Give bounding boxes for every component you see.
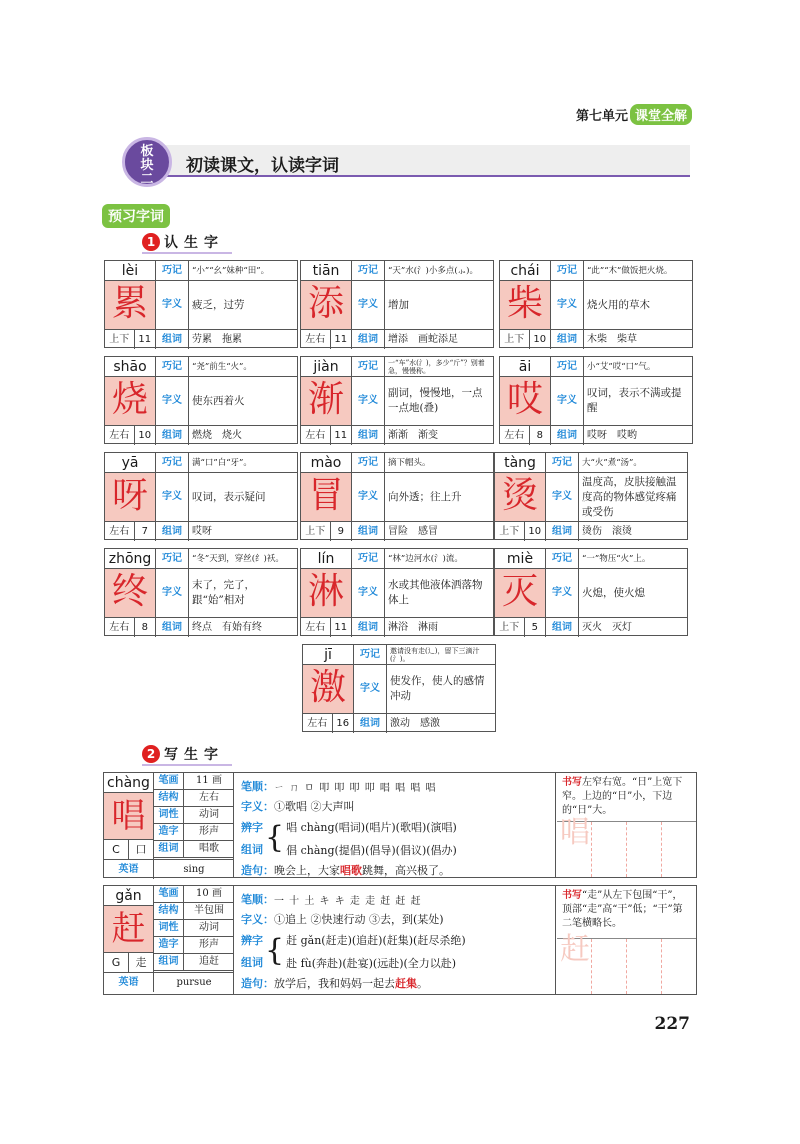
attr-row: [154, 903, 234, 920]
meaning-text: 疲乏，过劳: [192, 298, 245, 311]
tip-label: 巧记: [546, 453, 579, 473]
char-card: [494, 548, 688, 636]
stroke-count: 9: [337, 526, 344, 537]
practice-cell[interactable]: [627, 822, 662, 877]
pinyin: āi: [500, 357, 551, 377]
shuxie-label: 书写: [562, 890, 582, 901]
bian-label-2: 组词: [241, 843, 263, 856]
tip-text: “天”水(氵)小多点(⺗)。: [385, 261, 493, 281]
meaning-text: ①追上 ②快速行动 ③去，到(某处): [274, 913, 444, 926]
practice-cell[interactable]: [557, 932, 592, 994]
words-label: 组词: [551, 329, 584, 349]
attr-value: 10 画: [196, 888, 222, 899]
structure: 上下: [495, 618, 525, 637]
char-card: [302, 644, 496, 732]
meaning-label: 字义: [546, 473, 579, 521]
attr-key: 结构: [154, 903, 184, 919]
brace-icon: {: [265, 820, 285, 855]
char-card: [494, 452, 688, 540]
pinyin: mào: [301, 453, 352, 473]
char-card: [104, 260, 298, 348]
words-text: 灭火 灭灯: [579, 617, 687, 637]
meaning-label: 字义: [352, 281, 385, 329]
character: 唱: [104, 793, 154, 839]
structure: 上下: [495, 522, 525, 541]
preview-tag: 预习字词: [102, 204, 170, 228]
attr-key: 词性: [154, 807, 184, 823]
tip-label: 巧记: [551, 357, 584, 377]
words-text: 增添 画蛇添足: [385, 329, 493, 349]
meaning-text: 水或其他液体洒落物体上: [388, 579, 483, 606]
pinyin: yā: [105, 453, 156, 473]
sentence-pre: 放学后，我和妈妈一起去: [274, 977, 395, 990]
structure-strokes: [495, 521, 546, 541]
practice-cell[interactable]: [662, 939, 696, 994]
meaning-label: 字义：: [241, 913, 274, 926]
stroke-count: 5: [531, 622, 538, 633]
practice-grid: [557, 815, 696, 877]
section-title: 初读课文，认读字词: [186, 156, 339, 176]
pinyin: jī: [303, 645, 354, 665]
english-row: [104, 972, 234, 992]
pinyin: chái: [500, 261, 551, 281]
stroke-count: 16: [336, 718, 350, 729]
character: 渐: [301, 377, 352, 425]
distinguish-block: [241, 929, 549, 973]
tip-text: 摘下帽头。: [385, 453, 493, 473]
attr-key: 笔画: [154, 886, 184, 902]
words-label: 组词: [354, 713, 387, 733]
meaning-text: 叹词，表示疑问: [192, 490, 266, 503]
meaning-text: 副词，慢慢地，一点一点地(叠): [388, 387, 483, 414]
char-details: [235, 773, 556, 877]
pinyin: gǎn: [104, 886, 154, 906]
words-text: 终点 有始有终: [189, 617, 297, 637]
structure: 左右: [500, 426, 530, 445]
words-text: 燃烧 烧火: [189, 425, 297, 445]
meaning-text: 温度高，皮肤接触温度高的物体感觉疼痛或受伤: [582, 475, 677, 518]
attr-row: [154, 790, 234, 807]
book-badge: 课堂全解: [630, 104, 692, 125]
tip-label: 巧记: [352, 261, 385, 281]
write-card: [103, 885, 697, 995]
structure-strokes: [500, 329, 551, 349]
tip-text: “林”边河水(氵)流。: [385, 549, 493, 569]
words-label: 组词: [156, 425, 189, 445]
pinyin: tàng: [495, 453, 546, 473]
section-badge: [122, 137, 172, 187]
attr-value: 左右: [199, 792, 219, 803]
unit-header: [576, 104, 692, 125]
bian-label-2: 组词: [241, 956, 263, 969]
structure-strokes: [105, 617, 156, 637]
character: 哎: [500, 377, 551, 425]
words-text: 激动 感激: [387, 713, 495, 733]
char-card: [104, 452, 298, 540]
words-text: 哎呀: [189, 521, 297, 541]
sentence-pre: 晚会上，大家: [274, 864, 340, 877]
attr-value: 形声: [199, 826, 219, 837]
bian-line-a: 唱 chàng(唱词)(唱片)(歌唱)(演唱): [286, 820, 457, 834]
character: 呀: [105, 473, 156, 521]
letter-radical: [104, 839, 154, 859]
meaning-text: 增加: [388, 298, 409, 311]
write-title: 写生字: [164, 747, 224, 763]
attr-row: [154, 937, 234, 954]
words-text: 淋浴 淋雨: [385, 617, 493, 637]
attr-value: 11 画: [196, 775, 222, 786]
character: 添: [301, 281, 352, 329]
tip-label: 巧记: [156, 357, 189, 377]
char-card: [300, 356, 494, 444]
attr-key: 笔画: [154, 773, 184, 789]
attr-key: 组词: [154, 954, 184, 970]
tip-label: 巧记: [352, 549, 385, 569]
stroke-count: 10: [533, 334, 547, 345]
letter: G: [104, 953, 129, 972]
sentence-label: 造句：: [241, 977, 274, 990]
meaning-text: 使发作，使人的感情冲动: [390, 675, 485, 702]
write-card: [103, 772, 697, 878]
attr-row: [154, 841, 234, 858]
character: 累: [105, 281, 156, 329]
pinyin: tiān: [301, 261, 352, 281]
char-card: [300, 260, 494, 348]
words-text: 渐渐 渐变: [385, 425, 493, 445]
words-text: 劳累 拖累: [189, 329, 297, 349]
structure-strokes: [301, 521, 352, 541]
sentence-post: 跳舞，高兴极了。: [362, 864, 450, 877]
tip-text: “此”“木”做饭把火烧。: [584, 261, 692, 281]
meaning-text: 使东西着火: [192, 394, 245, 407]
char-card: [300, 452, 494, 540]
meaning-label: 字义: [551, 281, 584, 329]
tip-text: 一“车”水(氵)，多少“斤”？别着急，慢慢称。: [385, 357, 493, 377]
write-number: 2: [142, 745, 160, 763]
practice-cell[interactable]: [662, 822, 696, 877]
english-word: sing: [183, 864, 205, 875]
pinyin: jiàn: [301, 357, 352, 377]
pinyin: chàng: [104, 773, 154, 793]
meaning-label: 字义: [156, 281, 189, 329]
character: 激: [303, 665, 354, 713]
character: 烧: [105, 377, 156, 425]
meaning-label: 字义: [352, 473, 385, 521]
words-label: 组词: [352, 425, 385, 445]
bian-line-b: 倡 chàng(提倡)(倡导)(倡议)(倡办): [286, 843, 457, 857]
practice-cell[interactable]: [557, 815, 592, 877]
shuxie-label: 书写: [562, 777, 582, 788]
structure: 左右: [301, 330, 331, 349]
meaning-text: ①歌唱 ②大声叫: [274, 800, 355, 813]
section-banner: [122, 137, 690, 187]
letter: C: [104, 840, 129, 859]
structure: 左右: [301, 618, 331, 637]
bian-line-b: 赴 fù(奔赴)(赴宴)(远赴)(全力以赴): [286, 956, 457, 970]
char-card: [300, 548, 494, 636]
stroke-count: 11: [138, 334, 152, 345]
attr-row: [154, 886, 234, 903]
stroke-order: ㄧ ㄇ ㅁ 叩 叩 叩 叩 唱 唱 唱 唱: [274, 782, 437, 794]
character: 灭: [495, 569, 546, 617]
attr-key: 词性: [154, 920, 184, 936]
distinguish-block: [241, 816, 549, 860]
words-label: 组词: [352, 329, 385, 349]
structure-strokes: [301, 329, 352, 349]
pinyin: lín: [301, 549, 352, 569]
pinyin: zhōng: [105, 549, 156, 569]
tip-text: “小”“幺”妹种“田”。: [189, 261, 297, 281]
structure: 上下: [301, 522, 331, 541]
words-text: 冒险 感冒: [385, 521, 493, 541]
meaning-label: 字义: [156, 377, 189, 425]
words-label: 组词: [156, 617, 189, 637]
char-card: [499, 260, 693, 348]
words-label: 组词: [546, 521, 579, 541]
words-label: 组词: [156, 329, 189, 349]
structure-strokes: [105, 425, 156, 445]
attr-value: 半包围: [194, 905, 224, 916]
badge-line: 块: [140, 158, 154, 173]
attr-key: 造字: [154, 824, 184, 840]
character: 赶: [104, 906, 154, 952]
words-text: 烫伤 滚烫: [579, 521, 687, 541]
sentence-highlight: 唱歌: [340, 864, 362, 877]
tip-label: 巧记: [354, 645, 387, 665]
attr-row: [154, 773, 234, 790]
character: 终: [105, 569, 156, 617]
words-text: 哎呀 哎哟: [584, 425, 692, 445]
attr-row: [154, 920, 234, 937]
english-word: pursue: [176, 977, 212, 988]
attr-value: 追赶: [199, 956, 219, 967]
tip-text: 小“艾”哎“口”气。: [584, 357, 692, 377]
stroke-order: 一 十 土 キ キ 走 走 赶 赶 赶: [274, 895, 422, 907]
meaning-text: 烧火用的草木: [587, 298, 650, 311]
character: 淋: [301, 569, 352, 617]
attr-row: [154, 824, 234, 841]
words-text: 木柴 柴草: [584, 329, 692, 349]
attr-value: 形声: [199, 939, 219, 950]
words-label: 组词: [352, 617, 385, 637]
structure-strokes: [105, 329, 156, 349]
char-card: [104, 548, 298, 636]
practice-grid: [557, 932, 696, 994]
structure: 左右: [105, 426, 135, 445]
structure: 左右: [105, 618, 135, 637]
pinyin: shāo: [105, 357, 156, 377]
order-label: 笔顺：: [241, 780, 274, 793]
attr-key: 造字: [154, 937, 184, 953]
tip-label: 巧记: [156, 453, 189, 473]
english-label: 英语: [104, 860, 154, 879]
char-card: [499, 356, 693, 444]
structure: 左右: [303, 714, 333, 733]
attr-row: [154, 954, 234, 971]
badge-line: 板: [140, 144, 154, 159]
character: 烫: [495, 473, 546, 521]
meaning-label: 字义: [156, 473, 189, 521]
structure: 左右: [105, 522, 135, 541]
meaning-label: 字义：: [241, 800, 274, 813]
trace-character: 唱: [560, 815, 590, 850]
trace-character: 赶: [560, 932, 590, 967]
stroke-count: 11: [334, 334, 348, 345]
meaning-label: 字义: [354, 665, 387, 713]
words-label: 组词: [546, 617, 579, 637]
order-label: 笔顺：: [241, 893, 274, 906]
bian-label: 辨字: [241, 934, 263, 947]
recognize-title: 认生字: [164, 235, 224, 251]
structure-strokes: [500, 425, 551, 445]
meaning-text: 向外透；往上升: [388, 490, 462, 503]
tip-label: 巧记: [156, 261, 189, 281]
sentence-label: 造句：: [241, 864, 274, 877]
bian-line-a: 赶 gǎn(赶走)(追赶)(赶集)(赶尽杀绝): [286, 933, 466, 947]
meaning-text: 火熄，使火熄: [582, 586, 645, 599]
tip-text: “尧”前生“火”。: [189, 357, 297, 377]
stroke-count: 11: [334, 430, 348, 441]
brace-icon: {: [265, 933, 285, 968]
meaning-text: 末了，完了，跟“始”相对: [192, 579, 255, 606]
words-label: 组词: [156, 521, 189, 541]
stroke-count: 8: [536, 430, 543, 441]
tip-text: 满“口”白“牙”。: [189, 453, 297, 473]
char-details: [235, 886, 556, 994]
attr-key: 组词: [154, 841, 184, 857]
tip-text: 邀请没有走(辶)，留下三滴汁(氵)。: [387, 645, 495, 665]
unit-label: 第七单元: [575, 109, 628, 124]
tip-label: 巧记: [156, 549, 189, 569]
stroke-count: 10: [528, 526, 542, 537]
attr-row: [154, 807, 234, 824]
sentence-post: 。: [417, 977, 428, 990]
english-label: 英语: [104, 973, 154, 992]
write-heading: [142, 744, 232, 766]
stroke-count: 10: [138, 430, 152, 441]
tip-text: 大“火”煮“汤”。: [579, 453, 687, 473]
pinyin: lèi: [105, 261, 156, 281]
character: 冒: [301, 473, 352, 521]
meaning-label: 字义: [352, 569, 385, 617]
meaning-label: 字义: [546, 569, 579, 617]
meaning-text: 叹词，表示不满或提醒: [587, 387, 682, 414]
structure: 上下: [105, 330, 135, 349]
stroke-count: 7: [141, 526, 148, 537]
practice-cell[interactable]: [592, 822, 627, 877]
recognize-number: 1: [142, 233, 160, 251]
structure-strokes: [301, 617, 352, 637]
tip-label: 巧记: [546, 549, 579, 569]
tip-label: 巧记: [352, 357, 385, 377]
attr-key: 结构: [154, 790, 184, 806]
meaning-label: 字义: [352, 377, 385, 425]
char-card: [104, 356, 298, 444]
stroke-count: 11: [334, 622, 348, 633]
bian-label: 辨字: [241, 821, 263, 834]
practice-cell[interactable]: [592, 939, 627, 994]
tip-text: “冬”天到，穿丝(纟)袄。: [189, 549, 297, 569]
writing-tip: [557, 773, 696, 877]
tip-label: 巧记: [551, 261, 584, 281]
tip-label: 巧记: [352, 453, 385, 473]
character: 柴: [500, 281, 551, 329]
structure: 左右: [301, 426, 331, 445]
structure-strokes: [105, 521, 156, 541]
page-number: 227: [654, 1014, 690, 1034]
attr-value: 动词: [199, 809, 219, 820]
meaning-label: 字义: [551, 377, 584, 425]
pinyin: miè: [495, 549, 546, 569]
letter-radical: [104, 952, 154, 972]
structure: 上下: [500, 330, 530, 349]
writing-tip-text: 左窄右宽。“日”上宽下窄。上边的“日”小，下边的“日”大。: [562, 777, 683, 816]
words-label: 组词: [352, 521, 385, 541]
writing-tip-text: “走”从左下包围“干”，顶部“走”高“干”低；“干”第二笔横略长。: [562, 890, 683, 929]
attr-value: 唱歌: [199, 843, 219, 854]
sentence-highlight: 赶集: [395, 977, 417, 990]
practice-cell[interactable]: [627, 939, 662, 994]
structure-strokes: [301, 425, 352, 445]
structure-strokes: [495, 617, 546, 637]
tip-text: “一”物压“火”上。: [579, 549, 687, 569]
writing-tip: [557, 886, 696, 994]
badge-line: 二: [140, 172, 154, 187]
structure-strokes: [303, 713, 354, 733]
stroke-count: 8: [141, 622, 148, 633]
radical: 口: [135, 843, 147, 856]
meaning-label: 字义: [156, 569, 189, 617]
english-row: [104, 859, 234, 879]
char-info: [104, 773, 234, 877]
recognize-heading: [142, 232, 232, 254]
char-info: [104, 886, 234, 994]
words-label: 组词: [551, 425, 584, 445]
attr-value: 动词: [199, 922, 219, 933]
radical: 走: [135, 956, 147, 969]
